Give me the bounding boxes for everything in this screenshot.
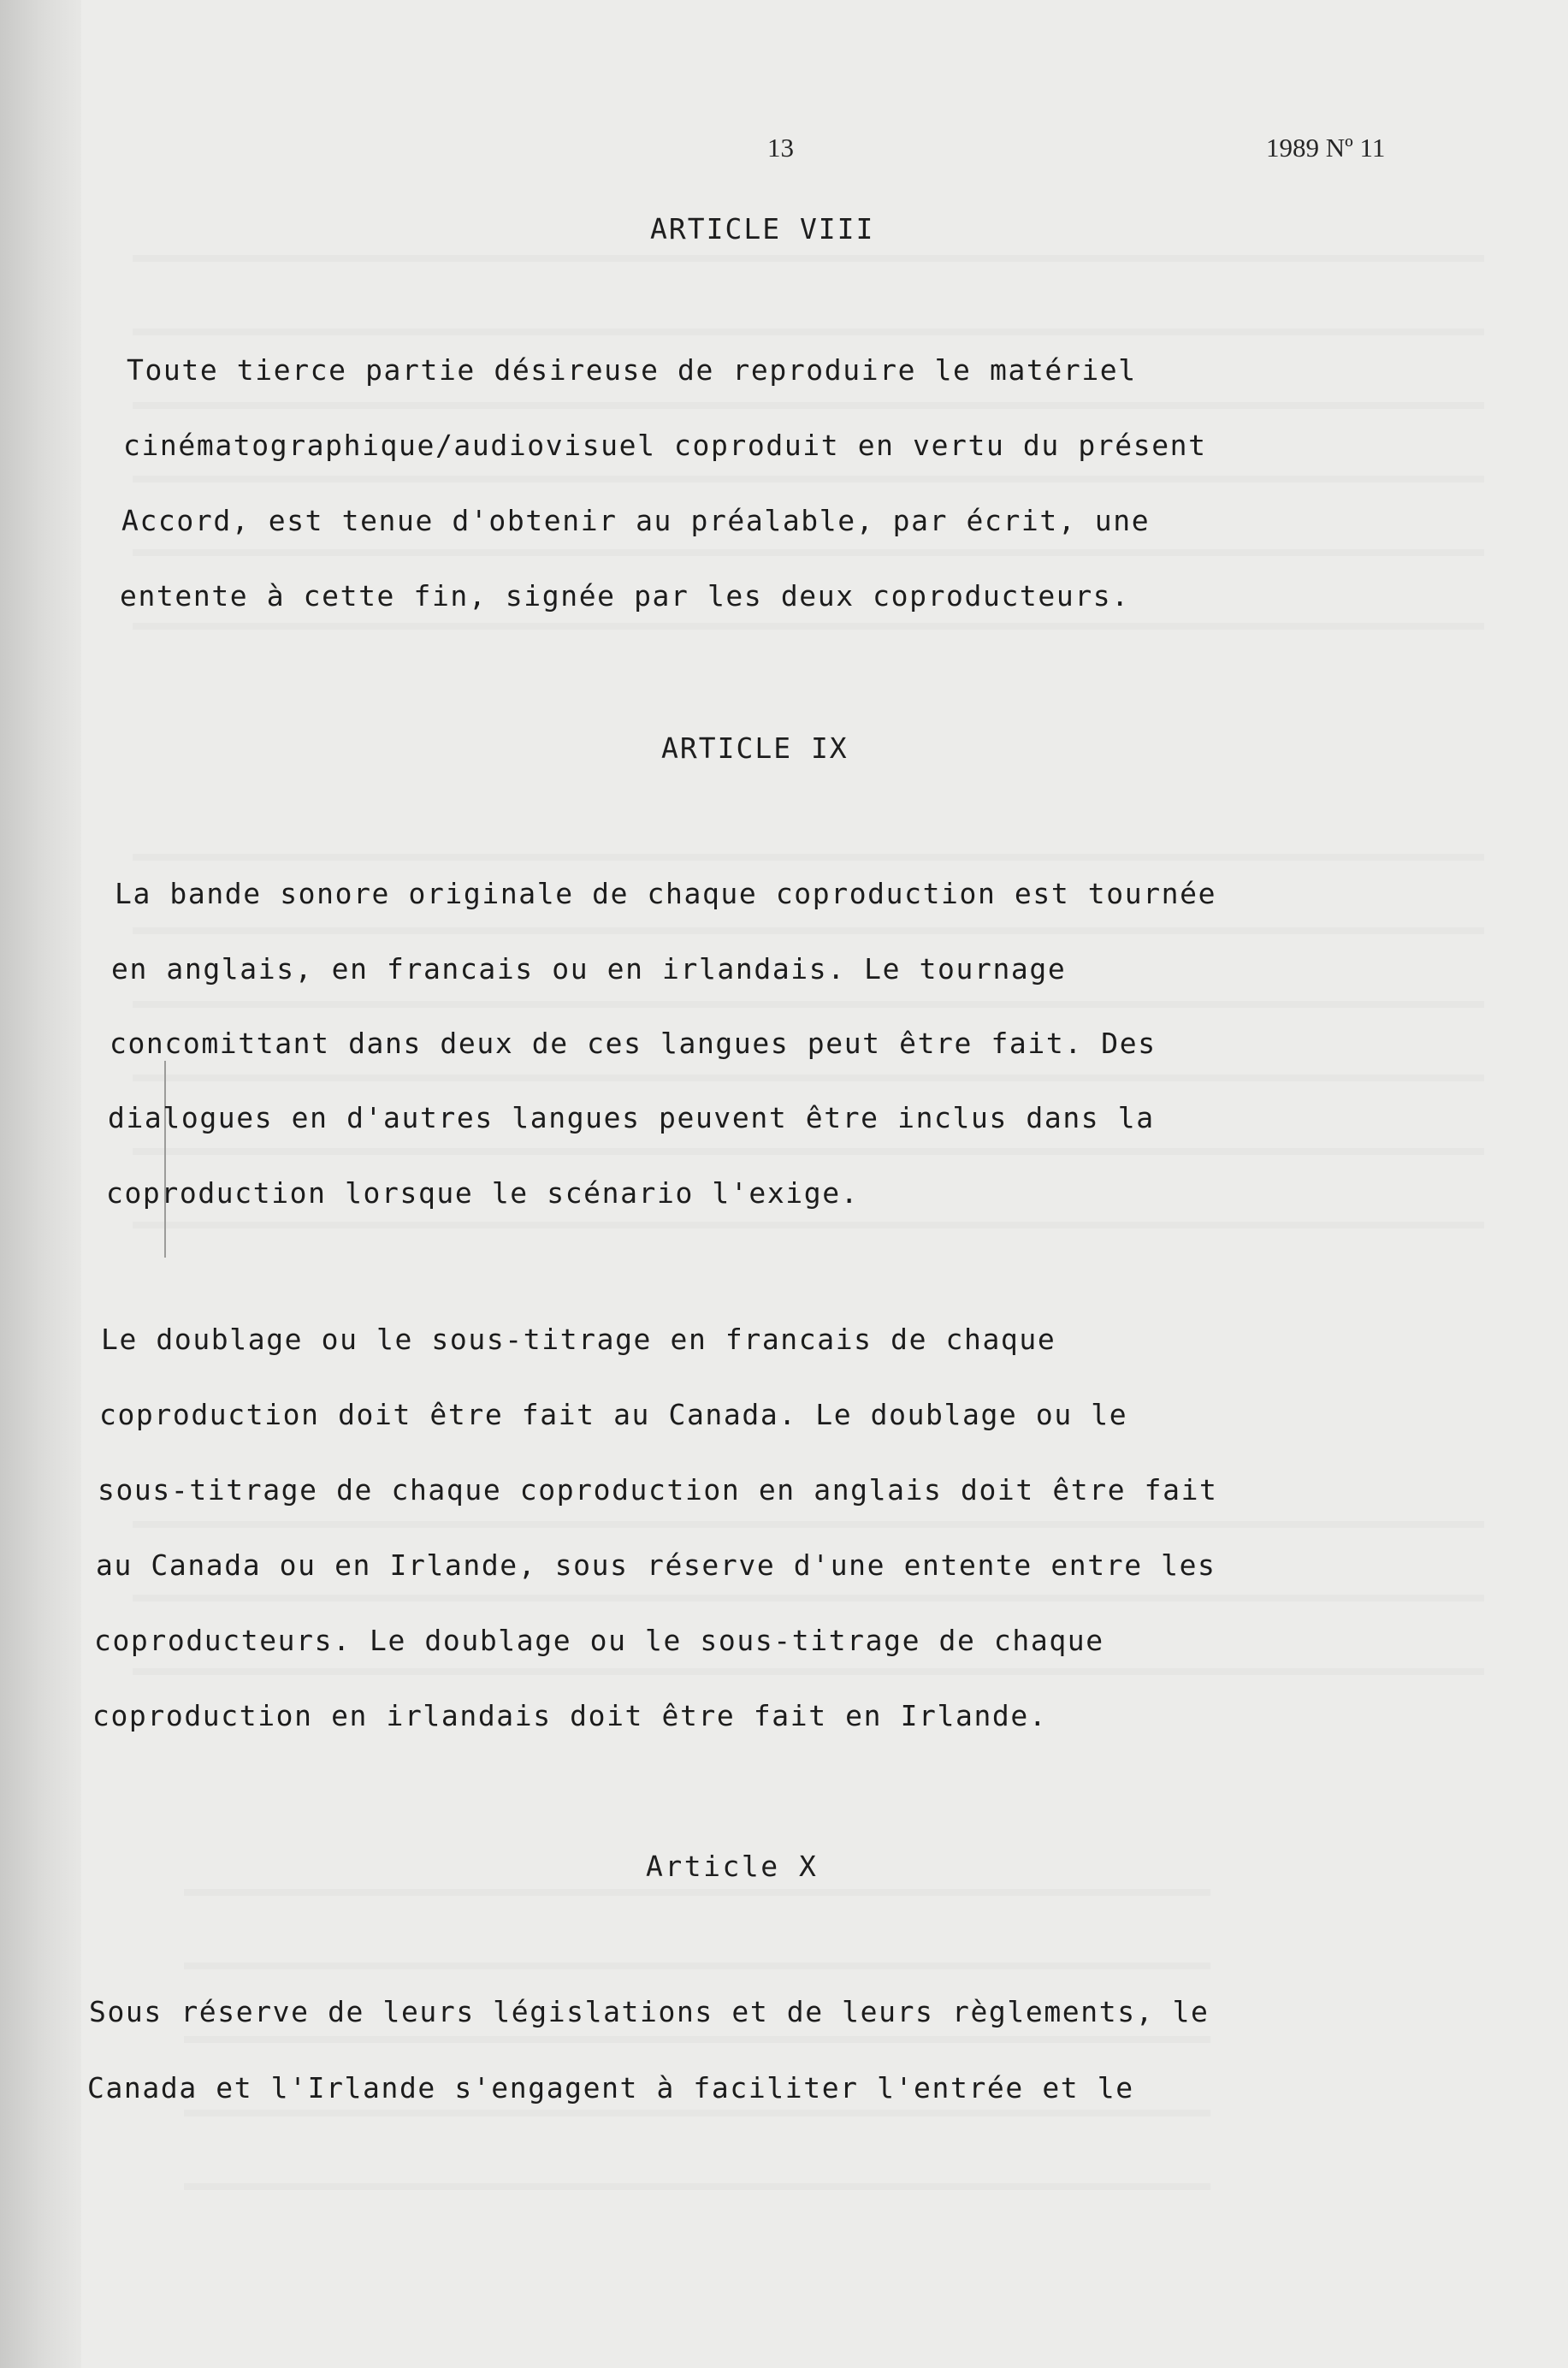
text-line: Canada et l'Irlande s'engagent à faciliter l'entrée et le <box>87 2071 1134 2105</box>
text-line: en anglais, en francais ou en irlandais. Le tournage <box>111 952 1067 986</box>
text-line: sous-titrage de chaque coproduction en anglais doit être fait <box>98 1473 1218 1507</box>
text-line: entente à cette fin, signée par les deux coproducteurs. <box>120 579 1130 613</box>
page-number: 13 <box>767 133 794 163</box>
bleed-through-block <box>133 1471 1484 1728</box>
section-heading: ARTICLE IX <box>661 731 849 765</box>
text-line: Sous réserve de leurs législations et de leurs règlements, le <box>89 1995 1210 2028</box>
text-line: Toute tierce partie désireuse de reproduire le matériel <box>127 353 1137 387</box>
text-line: La bande sonore originale de chaque coproduction est tournée <box>115 877 1217 910</box>
text-line: au Canada ou en Irlande, sous réserve d'une entente entre les <box>96 1548 1216 1582</box>
text-line: coproduction doit être fait au Canada. Le doublage ou le <box>99 1398 1128 1431</box>
text-line: concomittant dans deux de ces langues peut être fait. Des <box>109 1027 1157 1060</box>
section-heading: ARTICLE VIII <box>650 212 875 246</box>
text-line: dialogues en d'autres langues peuvent être inclus dans la <box>108 1101 1155 1134</box>
document-reference: 1989 Nº 11 <box>1266 133 1386 163</box>
text-line: cinématographique/audiovisuel coproduit en vertu du présent <box>123 429 1207 462</box>
text-line: coproduction lorsque le scénario l'exige. <box>106 1176 860 1210</box>
page-shadow-edge <box>0 0 81 2368</box>
margin-mark <box>164 1061 166 1258</box>
text-line: Accord, est tenue d'obtenir au préalable, par écrit, une <box>121 504 1151 537</box>
text-line: coproduction en irlandais doit être fait en Irlande. <box>92 1699 1048 1732</box>
section-heading: Article X <box>646 1850 819 1883</box>
text-line: coproducteurs. Le doublage ou le sous-titrage de chaque <box>94 1624 1104 1657</box>
text-line: Le doublage ou le sous-titrage en francais de chaque <box>101 1323 1056 1356</box>
